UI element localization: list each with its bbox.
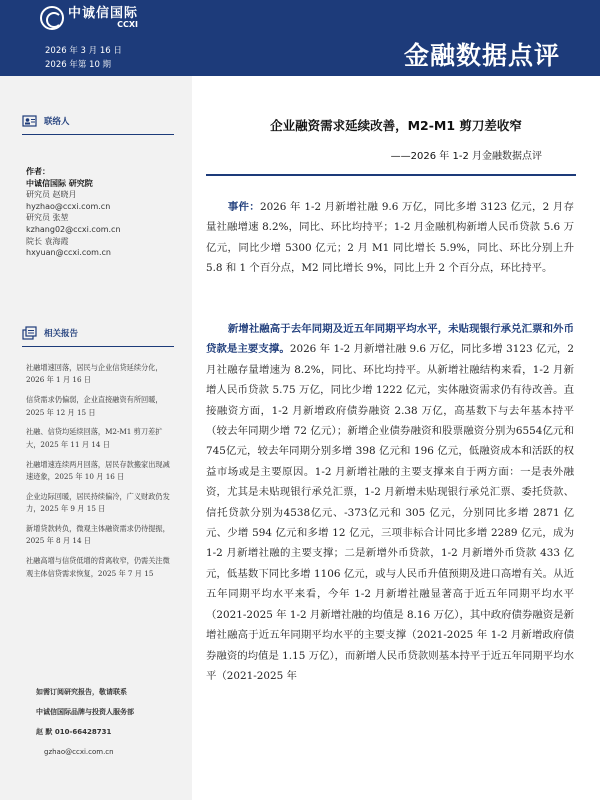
logo-mark-icon [40, 6, 64, 30]
related-reports-list [26, 362, 174, 587]
paragraph-body: 2026 年 1-2 月新增社融 9.6 万亿，同比多增 3123 亿元，2 月社融存量增速为 8.2%，同比、环比均持平。从新增社融结构来看，1-2 月新增人民币贷款 5.75 万亿，同比少增 1222 亿元，实体融资需求仍有待改善。直接融资方面，1-2 月新增政府债券融资 2.38 万亿，高基数下与去年基本持平（较去年同期少增 72 亿元）；新增企业债券融资和股票融资分别为6554亿元和745亿元，较去年同期分别多增 398 亿元和 196 亿元，低融资成本和活跃的权益市场或是主要原因。1-2 月新增社融的主要支撑来自于两方面：一是表外融资，尤其是未贴现银行承兑汇票，1-2 月新增未贴现银行承兑汇票、委托贷款、信托贷款分别为4538亿元、-373亿元和 305 亿元，分别同比多增 2871 亿元、少增 594 亿元和多增 12 亿元，三项非标合计同比多增 2289 亿元，成为 1-2 月新增社融的主要支撑；二是新增外币贷款，1-2 月新增外币贷款 433 亿元，低基数下同比多增 1106 亿元，或与人民币升值预期及进口高增有关。从近五年同期平均水平来看，今年 1-2 月新增社融显著高于近五年同期平均水平（2021-2025 年 1-2 月新增社融的均值是 8.16 万亿），其中政府债券融资是新增社融高于近五年同期平均水平的主要支撑（2021-2025 年 1-2 月新增政府债券融资的均值是 1.15 万亿），而新增人民币贷款则基本持平于近五年同期平均水平（2021-2025 年 [206, 343, 575, 682]
author-block [26, 166, 121, 259]
report-subtitle: ——2026 年 1-2 月金融数据点评 [390, 151, 542, 162]
related-report-link[interactable]: 社融、信贷均延续回落，M2-M1 剪刀差扩大，2025 年 11 月 14 日 [26, 427, 163, 449]
report-meta [45, 44, 122, 72]
author-label: 作者： [26, 167, 50, 176]
contact-line: 赵 默 010-66428731 [36, 728, 112, 736]
author-email[interactable]: kzhang02@ccxi.com.cn [26, 224, 121, 234]
paragraph-highlight: 新增社融高于去年同期及近五年同期平均水平，未贴现银行承兑汇票和外币贷款是主要支撑。 [206, 323, 574, 356]
related-report-link[interactable]: 社融增速连续两月回落，居民存款搬家出现减速迹象，2025 年 10 月 16 日 [26, 459, 170, 482]
event-tag: 事件： [227, 201, 260, 213]
person-card-icon [22, 114, 38, 128]
title-rule [206, 174, 576, 176]
logo-en: CCXI [117, 19, 139, 29]
logo-cn: 中诚信国际 [68, 5, 139, 21]
divider [22, 346, 174, 347]
report-title: 企业融资需求延续改善，M2-M1 剪刀差收窄 [270, 118, 522, 133]
report-date: 2026 年 3 月 16 日 [45, 46, 122, 56]
event-paragraph [206, 197, 574, 279]
related-section-label: 相关报告 [44, 329, 79, 339]
contact-section-label: 联络人 [44, 117, 70, 127]
ccxi-logo [40, 6, 138, 30]
contact-email[interactable]: gzhao@ccxi.com.cn [44, 748, 114, 756]
report-stack-icon [22, 326, 38, 340]
author-name: 院长 袁海霞 [26, 236, 69, 246]
author-email[interactable]: hyzhao@ccxi.com.cn [26, 201, 111, 211]
author-email[interactable]: hxyuan@ccxi.com.cn [26, 248, 111, 258]
report-series-title: 金融数据点评 [403, 41, 560, 70]
author-name: 研究员 赵晓月 [26, 190, 77, 200]
divider [22, 134, 174, 135]
contact-line: 中诚信国际品牌与投资人服务部 [36, 708, 134, 716]
related-report-link[interactable]: 信贷需求仍偏弱，企业直接融资有所回暖，2025 年 12 月 15 日 [26, 395, 163, 417]
author-name: 研究员 张堃 [26, 213, 69, 223]
event-text: 2026 年 1-2 月新增社融 9.6 万亿，同比多增 3123 亿元，2 月存量社融增速 8.2%，同比、环比均持平；1-2 月金融机构新增人民币贷款 5.6 万亿元，同比少增 5300 亿元；2 月 M1 同比增长 5.9%，同比、环比分别上升 5.8 和 1 个百分点，M2 同比增长 9%，同比上升 2 个百分点，环比持平。 [206, 201, 575, 275]
related-report-link[interactable]: 社融增速回落，居民与企业信贷延续分化，2026 年 1 月 16 日 [26, 363, 163, 385]
related-report-link[interactable]: 企业边际回暖，居民持续偏冷，广义财政仍发力，2025 年 9 月 15 日 [26, 491, 170, 514]
institute-name: 中诚信国际 研究院 [26, 178, 93, 188]
contact-line: 如需订阅研究报告，敬请联系 [36, 688, 127, 696]
related-report-link[interactable]: 新增贷款转负，微观主体融资需求仍待提振，2025 年 8 月 14 日 [26, 524, 170, 546]
header-banner [0, 0, 600, 76]
related-report-link[interactable]: 社融高增与信贷低增的背离收窄，仍需关注微观主体信贷需求恢复，2025 年 7 月 15 [26, 556, 170, 578]
analysis-paragraph [206, 319, 574, 686]
related-section-header [22, 326, 78, 340]
contact-section-header [22, 114, 70, 128]
subscription-contact [36, 682, 134, 762]
report-issue: 2026 年第 10 期 [45, 60, 112, 70]
